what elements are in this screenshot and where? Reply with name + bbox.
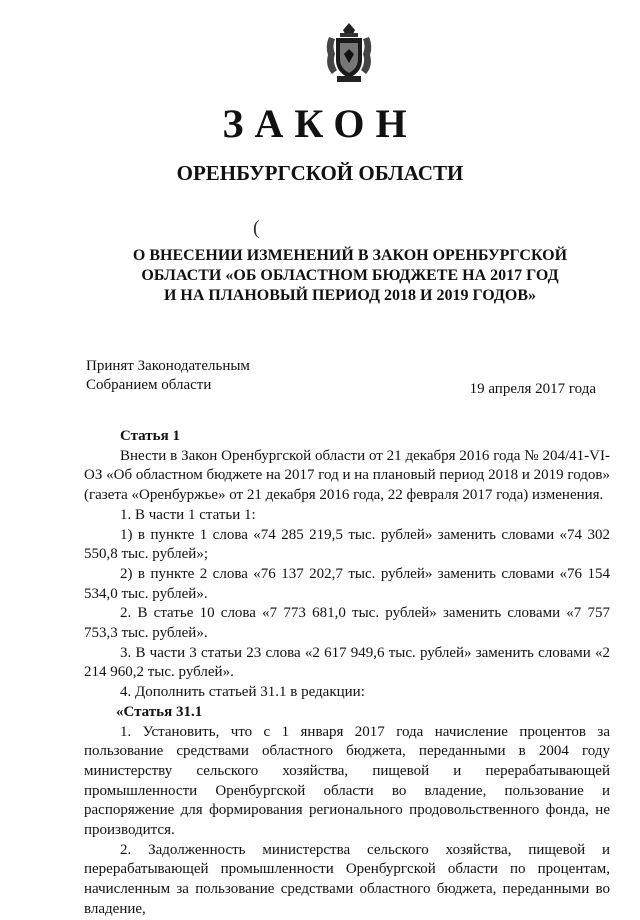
subject-line: О ВНЕСЕНИИ ИЗМЕНЕНИЙ В ЗАКОН ОРЕНБУРГСКОЙ	[132, 247, 568, 264]
coat-of-arms-icon	[323, 22, 375, 84]
paragraph: 3. В части 3 статьи 23 слова «2 617 949,6 тыс. рублей» заменить словами «2 214 960,2 тыс. рублей».	[84, 644, 610, 681]
law-body	[84, 427, 610, 920]
subject-line: ОБЛАСТИ «ОБ ОБЛАСТНОМ БЮДЖЕТЕ НА 2017 ГОД	[141, 267, 559, 284]
paragraph: 2. В статье 10 слова «7 773 681,0 тыс. рублей» заменить словами «7 757 753,3 тыс. рублей».	[84, 605, 610, 642]
handwritten-mark: (	[253, 217, 260, 239]
region-name: ОРЕНБУРГСКОЙ ОБЛАСТИ	[176, 161, 464, 185]
subject-line: И НА ПЛАНОВЫЙ ПЕРИОД 2018 И 2019 ГОДОВ»	[163, 287, 537, 304]
paragraph: 2. Задолженность министерства сельского хозяйства, пищевой и перерабатывающей промышленности Оренбургской области по процентам, начисленным за пользование средствами областного бюджета, переданными во владение,	[84, 841, 610, 917]
law-subject	[130, 246, 570, 306]
article-heading: Статья 1	[120, 428, 180, 444]
adopted-date: 19 апреля 2017 года	[469, 381, 596, 397]
paragraph: Внести в Закон Оренбургской области от 21 декабря 2016 года № 204/41-VI-ОЗ «Об областном бюджете на 2017 год и на плановый период 2018 и 2019 годов» (газета «Оренбуржье» от 21 декабря 2016 года, 22 февраля 2017 года) изменения.	[84, 447, 610, 504]
law-title: ЗАКОН	[222, 101, 418, 146]
adopted-by-line: Собранием области	[86, 377, 212, 393]
paragraph: 2) в пункте 2 слова «76 137 202,7 тыс. рублей» заменить словами «76 154 534,0 тыс. рублей».	[84, 565, 610, 602]
adopted-by	[86, 357, 250, 395]
paragraph: 1) в пункте 1 слова «74 285 219,5 тыс. рублей» заменить словами «74 302 550,8 тыс. рублей»;	[84, 526, 610, 563]
paragraph: 1. В части 1 статьи 1:	[120, 506, 256, 523]
adopted-by-line: Принят Законодательным	[86, 358, 250, 374]
article-heading: «Статья 31.1	[116, 703, 203, 720]
paragraph: 1. Установить, что с 1 января 2017 года начисление процентов за пользование средствами областного бюджета, переданными в 2004 году министерству сельского хозяйства, пищевой и перерабатывающей промышленности Оренбургской области во владение, пользование и распоряжение для формирования регионального продовольственного фонда, не производится.	[84, 723, 610, 839]
paragraph: 4. Дополнить статьей 31.1 в редакции:	[120, 684, 365, 701]
